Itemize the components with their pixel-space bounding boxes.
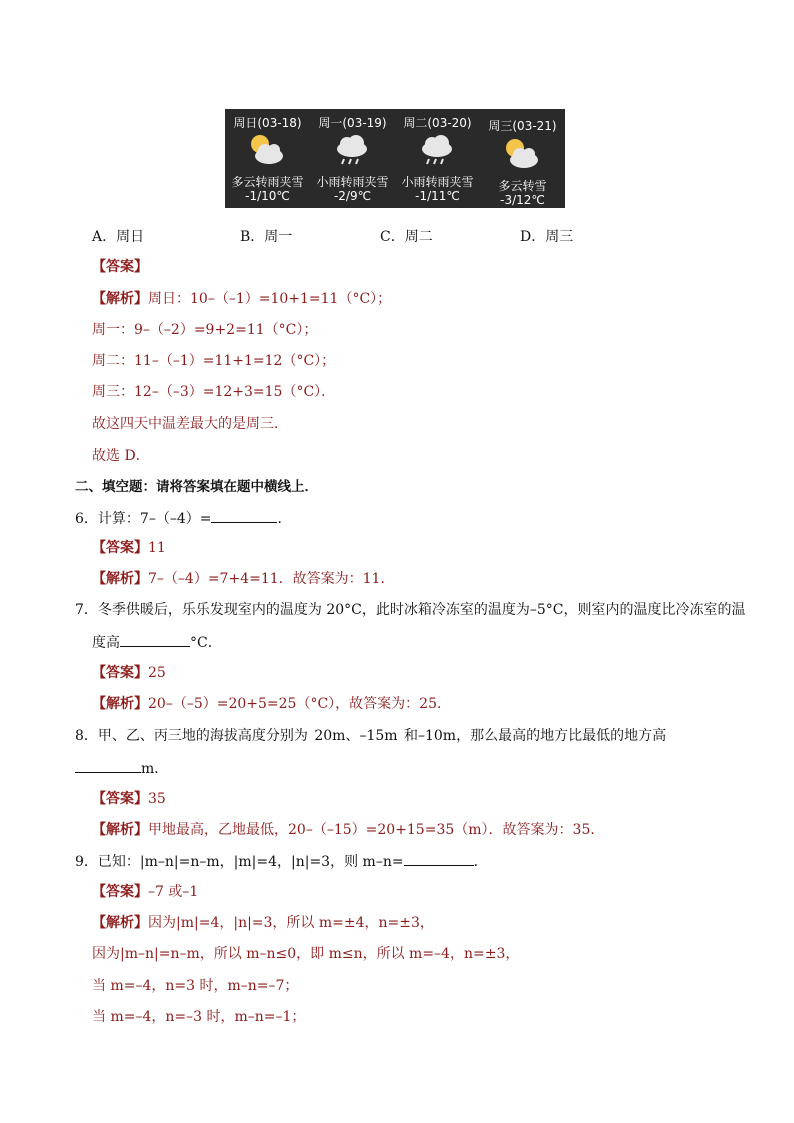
jiexi-tag: 【解析】 xyxy=(92,291,148,307)
jiexi-text: 甲地最高，乙地最低，20–（–15）=20+15=35（m）．故答案为：35． xyxy=(148,822,605,838)
q8-answer-row xyxy=(92,789,166,809)
q5-answer-row xyxy=(92,257,148,277)
q9-jiexi-line3: 当 m=–4，n=3 时，m–n=–7； xyxy=(92,978,299,994)
weather-desc: 多云转雪 xyxy=(498,179,547,193)
answer-blank xyxy=(211,508,277,523)
q9-answer-row xyxy=(92,882,198,902)
q7-answer-row xyxy=(92,663,166,683)
weather-day-header: 周三(03-21) xyxy=(488,119,557,133)
q5-jiexi-line5: 故这四天中温差最大的是周三． xyxy=(92,416,288,432)
q7-text: 度高 xyxy=(92,635,120,651)
q5-jiexi-line4: 周三：12–（–3）=12+3=15（°C）． xyxy=(92,384,336,400)
answer-value: –7 或–1 xyxy=(148,884,199,900)
q7-question-line1: 7．冬季供暖后，乐乐发现室内的温度为 20°C，此时冰箱冷冻室的温度为–5°C，则室内的温度比冷冻室的温 xyxy=(75,602,746,618)
q8-unit: m． xyxy=(141,761,169,777)
answer-tag: 【答案】 xyxy=(92,540,148,556)
q5-jiexi-line3: 周二：11–（–1）=11+1=12（°C）； xyxy=(92,353,336,369)
q7-unit: °C． xyxy=(190,635,222,651)
weather-day-sunday xyxy=(225,109,310,208)
cloud-rain-icon xyxy=(417,131,457,169)
answer-tag: 【答案】 xyxy=(92,884,148,900)
q6-text: 6．计算：7–（–4）= xyxy=(75,511,212,527)
answer-tag: 【答案】 xyxy=(92,665,148,681)
q7-jiexi-row xyxy=(92,694,451,714)
q7-question-line2 xyxy=(92,632,222,653)
weather-forecast-panel xyxy=(225,109,565,208)
jiexi-text: 因为|m|=4，|n|=3，所以 m=±4，n=±3， xyxy=(148,915,434,931)
q9-jiexi-line4: 当 m=–4，n=–3 时，m–n=–1； xyxy=(92,1009,306,1025)
weather-day-tuesday xyxy=(395,109,480,208)
jiexi-tag: 【解析】 xyxy=(92,822,148,838)
jiexi-text: 20–（–5）=20+5=25（°C），故答案为：25． xyxy=(148,696,451,712)
weather-day-header: 周二(03-20) xyxy=(403,116,472,130)
weather-desc: 多云转雨夹雪 xyxy=(231,175,304,189)
option-d: D．周三 xyxy=(520,229,574,245)
jiexi-tag: 【解析】 xyxy=(92,571,148,587)
cloud-rain-icon xyxy=(332,131,372,169)
jiexi-tag: 【解析】 xyxy=(92,696,148,712)
q6-answer-row xyxy=(92,538,166,558)
q5-jiexi-row xyxy=(92,289,391,309)
option-b: B．周一 xyxy=(240,229,293,245)
q8-question-line1: 8．甲、乙、丙三地的海拔高度分别为 20m、–15m 和–10m，那么最高的地方比最低的地方高 xyxy=(75,728,667,744)
cloud-sun-icon xyxy=(247,131,287,169)
q6-jiexi-row xyxy=(92,569,394,589)
weather-day-header: 周一(03-19) xyxy=(318,116,387,130)
weather-temp: -1/10℃ xyxy=(245,189,290,203)
q9-text: 9．已知：|m–n|=n–m，|m|=4，|n|=3，则 m–n= xyxy=(75,854,404,870)
q9-question xyxy=(75,851,488,872)
weather-day-monday xyxy=(310,109,395,208)
jiexi-text: 周日：10–（–1）=10+1=11（°C）； xyxy=(148,291,392,307)
q9-text-end: ． xyxy=(473,854,488,870)
q6-question xyxy=(75,508,291,529)
section-title: 二、填空题：请将答案填在题中横线上． xyxy=(75,479,318,495)
weather-temp: -1/11℃ xyxy=(415,189,460,203)
weather-day-wednesday xyxy=(480,109,565,208)
q8-jiexi-row xyxy=(92,820,604,840)
weather-temp: -3/12℃ xyxy=(500,193,545,207)
answer-value: 35 xyxy=(148,791,166,807)
weather-desc: 小雨转雨夹雪 xyxy=(401,175,474,189)
answer-value: 11 xyxy=(148,540,166,556)
q6-text-end: ． xyxy=(277,511,292,527)
jiexi-text: 7–（–4）=7+4=11．故答案为：11． xyxy=(148,571,395,587)
q5-jiexi-line6: 故选 D． xyxy=(92,448,150,464)
q8-question-line2 xyxy=(75,758,168,779)
answer-blank xyxy=(404,851,474,866)
q9-jiexi-line2: 因为|m–n|=n–m，所以 m–n≤0，即 m≤n，所以 m=–4，n=±3， xyxy=(92,946,520,962)
answer-value: 25 xyxy=(148,665,166,681)
answer-blank xyxy=(120,632,190,647)
weather-temp: -2/9℃ xyxy=(333,189,372,203)
answer-tag: 【答案】 xyxy=(92,259,148,275)
option-a: A．周日 xyxy=(92,229,145,245)
option-c: C．周二 xyxy=(380,229,433,245)
weather-desc: 小雨转雨夹雪 xyxy=(316,175,389,189)
answer-blank xyxy=(75,758,141,773)
cloud-sun-icon xyxy=(502,135,542,173)
q9-jiexi-row xyxy=(92,913,434,933)
q5-jiexi-line2: 周一：9–（–2）=9+2=11（°C）； xyxy=(92,322,318,338)
weather-day-header: 周日(03-18) xyxy=(233,116,302,130)
answer-tag: 【答案】 xyxy=(92,791,148,807)
jiexi-tag: 【解析】 xyxy=(92,915,148,931)
